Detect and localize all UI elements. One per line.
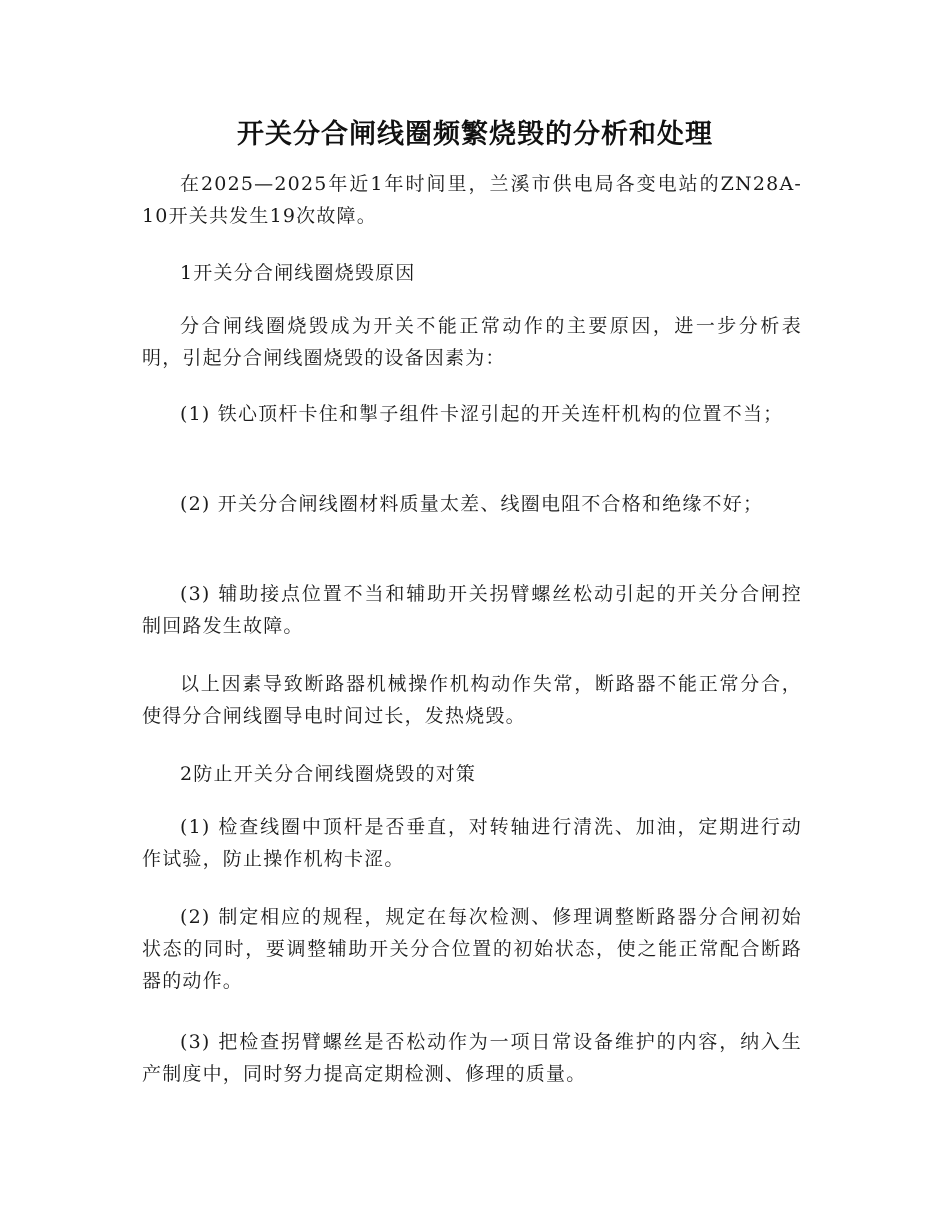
section-heading-1: 1开关分合闸线圈烧毁原因 xyxy=(180,262,416,284)
paragraph-consequence: 以上因素导致断路器机械操作机构动作失常，断路器不能正常分合，使得分合闸线圈导电时间过长，发热烧毁。 xyxy=(142,673,802,727)
section-heading-2: 2防止开关分合闸线圈烧毁的对策 xyxy=(180,763,477,785)
paragraph-measure-1: (1) 检查线圈中顶杆是否垂直，对转轴进行清洗、加油，定期进行动作试验，防止操作机构卡涩。 xyxy=(142,816,802,870)
paragraph-measure-3: (3) 把检查拐臂螺丝是否松动作为一项日常设备维护的内容，纳入生产制度中，同时努力提高定期检测、修理的质量。 xyxy=(142,1031,802,1085)
paragraph-cause-summary: 分合闸线圈烧毁成为开关不能正常动作的主要原因，进一步分析表明，引起分合闸线圈烧毁的设备因素为： xyxy=(142,315,802,369)
paragraph-cause-3: (3) 辅助接点位置不当和辅助开关拐臂螺丝松动引起的开关分合闸控制回路发生故障。 xyxy=(142,583,802,637)
paragraph-measure-2: (2) 制定相应的规程，规定在每次检测、修理调整断路器分合闸初始状态的同时，要调整辅助开关分合位置的初始状态，使之能正常配合断路器的动作。 xyxy=(142,906,802,992)
paragraph-cause-1: (1) 铁心顶杆卡住和掣子组件卡涩引起的开关连杆机构的位置不当； xyxy=(180,403,784,425)
paragraph-cause-2: (2) 开关分合闸线圈材料质量太差、线圈电阻不合格和绝缘不好； xyxy=(180,493,764,515)
document-title: 开关分合闸线圈频繁烧毁的分析和处理 xyxy=(237,119,713,150)
paragraph-intro: 在2025—2025年近1年时间里，兰溪市供电局各变电站的ZN28A-10开关共发生19次故障。 xyxy=(142,173,802,227)
